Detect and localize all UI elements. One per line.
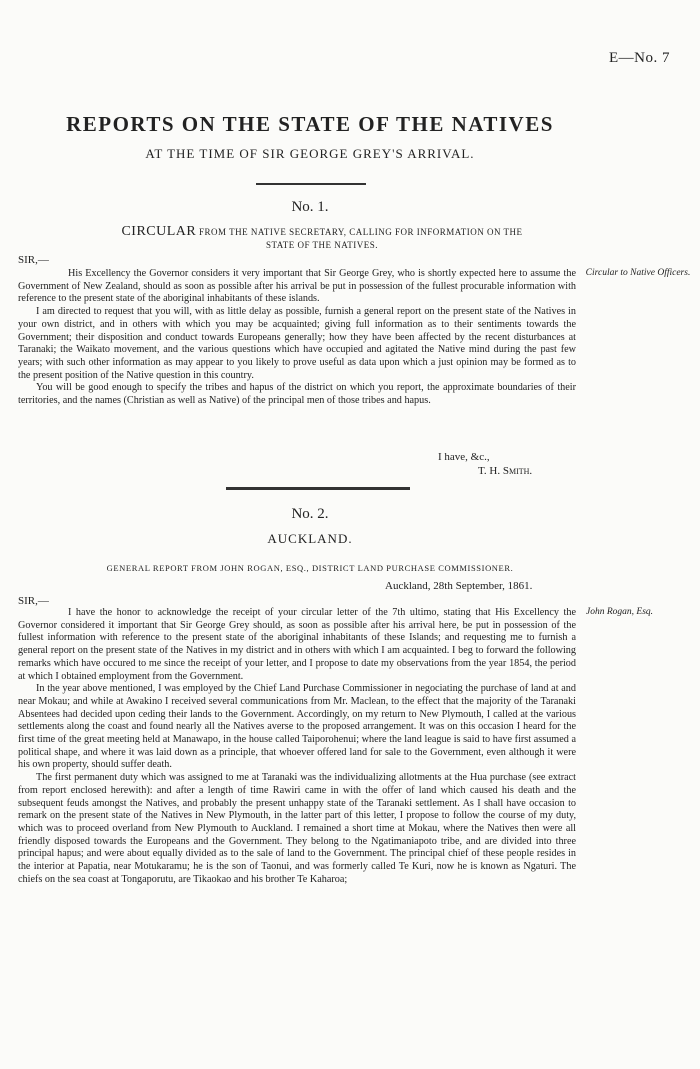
signer-initials: T. H. [478,465,503,477]
divider-rule [256,183,366,185]
page-subtitle: AT THE TIME OF SIR GEORGE GREY'S ARRIVAL. [145,146,475,161]
report-heading: GENERAL REPORT FROM JOHN ROGAN, ESQ., DISTRICT LAND PURCHASE COMMISSIONER. [106,563,514,573]
section-number: No. 1. [291,199,329,215]
paragraph: The first permanent duty which was assigned to me at Taranaki was the individualizing allotments at the Hua purchase (see extract from report enclosed herewith): and after a length of time Rawiri came in with the offer of land which caused his death and the subsequent feuds amongst the Natives, and probably the present unhappy state of the Taranaki settlement. As I shall have occasion to remark on the present state of the Natives in New Plymouth, in the latter part of this letter, I propose to follow the course of my duty, which was to proceed overland from New Plymouth to Auckland. I remained a short time at Mokau, where the Natives then were all friendly disposed towards the Europeans and the Government. They belong to the Ngatimaniapoto tribe, and are divided into three principal hapus; and were about equally divided as to the sale of land to the Government. The principal chief of these people resides in the interior at Papatia, near Motukaramu; he is the son of Taonui, and was formerly called Te Kuri, now he is known as Ngaturi. The chiefs on the sea coast at Tongaporutu, are Tikaokao and his brother Te Kaharoa; [18,772,576,885]
paragraph: You will be good enough to specify the tribes and hapus of the district on which you report, the approximate boundaries of their territories, and the names (Christian as well as Native) of the principal men of those tribes and hapus. [18,382,576,407]
closing: I have, &c., [438,451,490,463]
circular-heading-line1: FROM THE NATIVE SECRETARY, CALLING FOR INFORMATION ON THE [196,227,523,237]
margin-note: Circular to Native Officers. [585,268,691,278]
margin-note: John Rogan, Esq. [586,607,654,617]
dateline: Auckland, 28th September, 1861. [385,580,533,592]
paragraph: I have the honor to acknowledge the receipt of your circular letter of the 7th ultimo, stating that His Excellency the Governor considered it important that Sir George Grey should, as soon as possible after his arrival here, be put in possession of the fullest information with reference to the present state of the aboriginal inhabitants of these Islands; and requesting me to furnish a general report on the present state of the Natives in my district and in others with which I am acquainted. I beg to forward the following remarks which have occured to me since the receipt of your letter, and I propose to date my observations from the year 1854, the period at which I obtained employment from the Government. [18,607,576,682]
paragraph: In the year above mentioned, I was employed by the Chief Land Purchase Commissioner in negociating the purchase of land at and near Mokau; and while at Awakino I received several communications from Mr. Maclean, to the effect that the majority of the Taranaki Absentees had decided upon ceding their lands to the Government. Accordingly, on my return to New Plymouth, I called at the various settlements along the coast and found nearly all the Natives averse to the proposed arrangement. It was on this occasion I heard for the first time of the great meeting held at Manawapo, in the house called Taiporohenui; where the land league is said to have first assumed a political shape, and where it was laid down as a principle, that whoever offered land for sale to the Government, even although it were his own property, should suffer death. [18,683,576,771]
page-title: REPORTS ON THE STATE OF THE NATIVES [66,112,554,136]
signature [478,465,532,477]
salutation: SIR,— [18,254,49,266]
paragraph: His Excellency the Governor considers it very important that Sir George Grey, who is shortly expected here to assume the Government of New Zealand, should as soon as possible after his arrival be put in possession of the fullest procurable information with reference to the present state of the aboriginal inhabitants of these islands. [18,268,576,305]
salutation: SIR,— [18,595,49,607]
page-reference: E—No. 7 [609,50,670,66]
circular-heading [62,225,582,252]
signer-name: Smith. [502,465,533,477]
circular-body [18,268,576,450]
circular-heading-line2: STATE OF THE NATIVES. [265,240,379,250]
paragraph: I am directed to request that you will, with as little delay as possible, furnish a general report on the present state of the Natives in your own district, and in others with which you may be acquainted; giving full information as to their sentiments towards the Government; their disposition and conduct towards Europeans generally; how they have been affected by the recent disturbances at Taranaki; the Waikato movement, and the various questions which have occupied and agitated the Native mind during the past few years; with such other information as may appear to you likely to prove useful as data upon which a just opinion may be formed as to the present position of the Native question in this country. [18,306,576,381]
section-number: No. 2. [291,506,329,522]
circular-heading-lead: CIRCULAR [121,224,197,239]
report-body [18,607,576,1047]
section-place: AUCKLAND. [267,531,353,546]
divider-rule [226,487,410,490]
